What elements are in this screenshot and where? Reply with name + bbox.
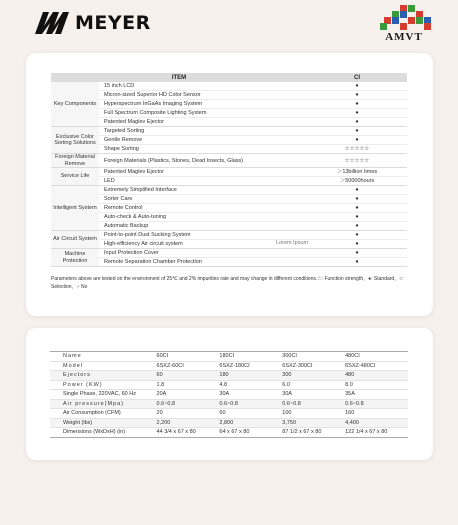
feature-ci-value: ● <box>307 100 407 109</box>
feature-ci-value: ● <box>307 91 407 100</box>
feature-category: Key Components <box>51 82 99 127</box>
spec-value: 8.0 <box>345 380 408 390</box>
feature-row <box>51 249 407 258</box>
spec-row <box>50 428 408 438</box>
feature-category: Exclusive Color Sorting Solutions <box>51 127 99 154</box>
spec-label: Name <box>50 352 157 362</box>
features-table-header <box>51 73 407 82</box>
feature-row <box>51 118 407 127</box>
feature-item: Patented Maglev Ejector <box>99 168 307 177</box>
spec-value: 6SXZ-60CI <box>157 361 220 371</box>
feature-item: 15 inch LCD <box>99 82 307 91</box>
feature-item: LED <box>99 177 307 186</box>
meyer-logo-text: MEYER <box>75 12 151 34</box>
feature-category: Service Life <box>51 168 99 186</box>
spec-value: 300CI <box>282 352 345 362</box>
feature-ci-value: ＞13billion times <box>307 168 407 177</box>
feature-item: Input Protection Cover <box>99 249 307 258</box>
spec-value: 4,400 <box>345 418 408 428</box>
spec-row <box>50 418 408 428</box>
spec-value: 100 <box>282 409 345 419</box>
feature-ci-value: ● <box>307 186 407 195</box>
ci-column-header: CI <box>307 73 407 82</box>
spec-value: 60 <box>157 371 220 381</box>
spec-value: 0.6~0.8 <box>157 399 220 409</box>
feature-ci-value: ● <box>307 136 407 145</box>
spec-value: 60CI <box>157 352 220 362</box>
amvt-logo-text: AMVT <box>385 31 423 43</box>
spec-value: 4.8 <box>219 380 282 390</box>
feature-row <box>51 258 407 267</box>
spec-label: Ejectors <box>50 371 157 381</box>
feature-ci-value: ● <box>307 204 407 213</box>
feature-item: Gentle Remove <box>99 136 307 145</box>
feature-row <box>51 231 407 240</box>
feature-row <box>51 100 407 109</box>
feature-item: Remote Control <box>99 204 307 213</box>
spec-value: 300 <box>282 371 345 381</box>
feature-ci-value: ☆☆☆☆☆ <box>307 145 407 154</box>
feature-row <box>51 91 407 100</box>
feature-item: Targeted Sorting <box>99 127 307 136</box>
feature-row <box>51 186 407 195</box>
feature-item: Shape Sorting <box>99 145 307 154</box>
feature-category: Machine Protection <box>51 249 99 267</box>
feature-ci-value: ● <box>307 118 407 127</box>
feature-item: Hyperspectrum InGaAs Imaging System <box>99 100 307 109</box>
feature-row <box>51 177 407 186</box>
spec-value: 180 <box>219 371 282 381</box>
spec-value: 2,800 <box>219 418 282 428</box>
feature-ci-value: ● <box>307 109 407 118</box>
feature-row <box>51 195 407 204</box>
spec-value: 0.6~0.8 <box>219 399 282 409</box>
spec-value: 35A <box>345 390 408 400</box>
feature-item: High-efficiency Air circuit system <box>99 240 307 249</box>
spec-value: 160 <box>345 409 408 419</box>
feature-category: Air Circuit System <box>51 231 99 249</box>
features-table <box>51 73 407 267</box>
feature-row <box>51 168 407 177</box>
feature-item: Point-to-point Dust Sucking System <box>99 231 307 240</box>
spec-label: Power (KW) <box>50 380 157 390</box>
spec-value: 60 <box>219 409 282 419</box>
spec-label: Single Phase, 220VAC, 60 Hz <box>50 390 157 400</box>
feature-ci-value: ☆☆☆☆☆ <box>307 154 407 168</box>
lorem-text: Lorem Ipsum <box>276 240 309 246</box>
spec-value: 44 3/4 x 67 x 80 <box>157 428 220 438</box>
spec-value: 1.8 <box>157 380 220 390</box>
spec-value: 20 <box>157 409 220 419</box>
feature-item: Foreign Materials (Plastics, Stones, Dead Insects, Glass) <box>99 154 307 168</box>
spec-value: 6SXZ-480CI <box>345 361 408 371</box>
feature-item: Extremely Simplified Interface <box>99 186 307 195</box>
feature-item: Automatic Backup <box>99 222 307 231</box>
feature-row <box>51 240 407 249</box>
spec-value: 180CI <box>219 352 282 362</box>
spec-value: 480 <box>345 371 408 381</box>
feature-ci-value: ● <box>307 195 407 204</box>
feature-item: Sorter Care <box>99 195 307 204</box>
spec-row <box>50 380 408 390</box>
feature-ci-value: ● <box>307 249 407 258</box>
spec-label: Weight (lbs) <box>50 418 157 428</box>
feature-row <box>51 127 407 136</box>
feature-item: Patented Maglev Ejector <box>99 118 307 127</box>
feature-row <box>51 154 407 168</box>
spec-row <box>50 390 408 400</box>
spec-row <box>50 371 408 381</box>
feature-item: Auto-check & Auto-tuning <box>99 213 307 222</box>
feature-ci-value: ● <box>307 240 407 249</box>
spec-row <box>50 409 408 419</box>
meyer-logo-mark-icon <box>35 12 71 34</box>
spec-row <box>50 361 408 371</box>
feature-row <box>51 109 407 118</box>
spec-value: 87 1/2 x 67 x 80 <box>282 428 345 438</box>
spec-label: Dimensions (WxDxH) (in) <box>50 428 157 438</box>
specs-table <box>50 351 408 438</box>
feature-item: Micron-sized Superior HD Color Sensor <box>99 91 307 100</box>
feature-item: Full Spectrum Composite Lighting System <box>99 109 307 118</box>
feature-category: Intelligent System <box>51 186 99 231</box>
feature-ci-value: ● <box>307 222 407 231</box>
feature-ci-value: ● <box>307 258 407 267</box>
spec-row <box>50 352 408 362</box>
feature-row <box>51 213 407 222</box>
spec-row <box>50 399 408 409</box>
spec-value: 480CI <box>345 352 408 362</box>
spec-value: 6SXZ-300CI <box>282 361 345 371</box>
spec-value: 0.6~0.8 <box>282 399 345 409</box>
spec-value: 20A <box>157 390 220 400</box>
feature-row <box>51 82 407 91</box>
feature-row <box>51 136 407 145</box>
page-header <box>0 0 458 50</box>
spec-value: 2,200 <box>157 418 220 428</box>
spec-value: 30A <box>219 390 282 400</box>
feature-ci-value: ● <box>307 82 407 91</box>
amvt-logo <box>378 5 430 43</box>
feature-ci-value: ● <box>307 127 407 136</box>
spec-label: Air Consumption (CFM) <box>50 409 157 419</box>
amvt-logo-mosaic-icon <box>380 5 432 29</box>
spec-value: 30A <box>282 390 345 400</box>
feature-item: Remote Separation Chamber Protection <box>99 258 307 267</box>
feature-ci-value: ● <box>307 213 407 222</box>
specs-card <box>26 328 433 460</box>
parameters-note: Parameters above are tested on the environment of 25℃ and 2% impurities rate and may change in different conditions.☆: Function strength，●: Standard，○: Selection，-: No <box>51 276 404 290</box>
meyer-logo <box>35 12 151 34</box>
spec-value: 6SXZ-180CI <box>219 361 282 371</box>
feature-category: Foreign Material Remove <box>51 154 99 168</box>
spec-value: 64 x 67 x 80 <box>219 428 282 438</box>
feature-row <box>51 204 407 213</box>
spec-label: Air pressure(Mpa) <box>50 399 157 409</box>
spec-value: 3,750 <box>282 418 345 428</box>
spec-value: 6.0 <box>282 380 345 390</box>
feature-ci-value: ● <box>307 231 407 240</box>
spec-label: Model <box>50 361 157 371</box>
feature-ci-value: ＞50000hours <box>307 177 407 186</box>
spec-value: 0.6~0.8 <box>345 399 408 409</box>
feature-row <box>51 145 407 154</box>
features-card <box>26 53 433 316</box>
item-column-header: ITEM <box>51 73 307 82</box>
spec-value: 122 1/4 x 67 x 80 <box>345 428 408 438</box>
feature-row <box>51 222 407 231</box>
